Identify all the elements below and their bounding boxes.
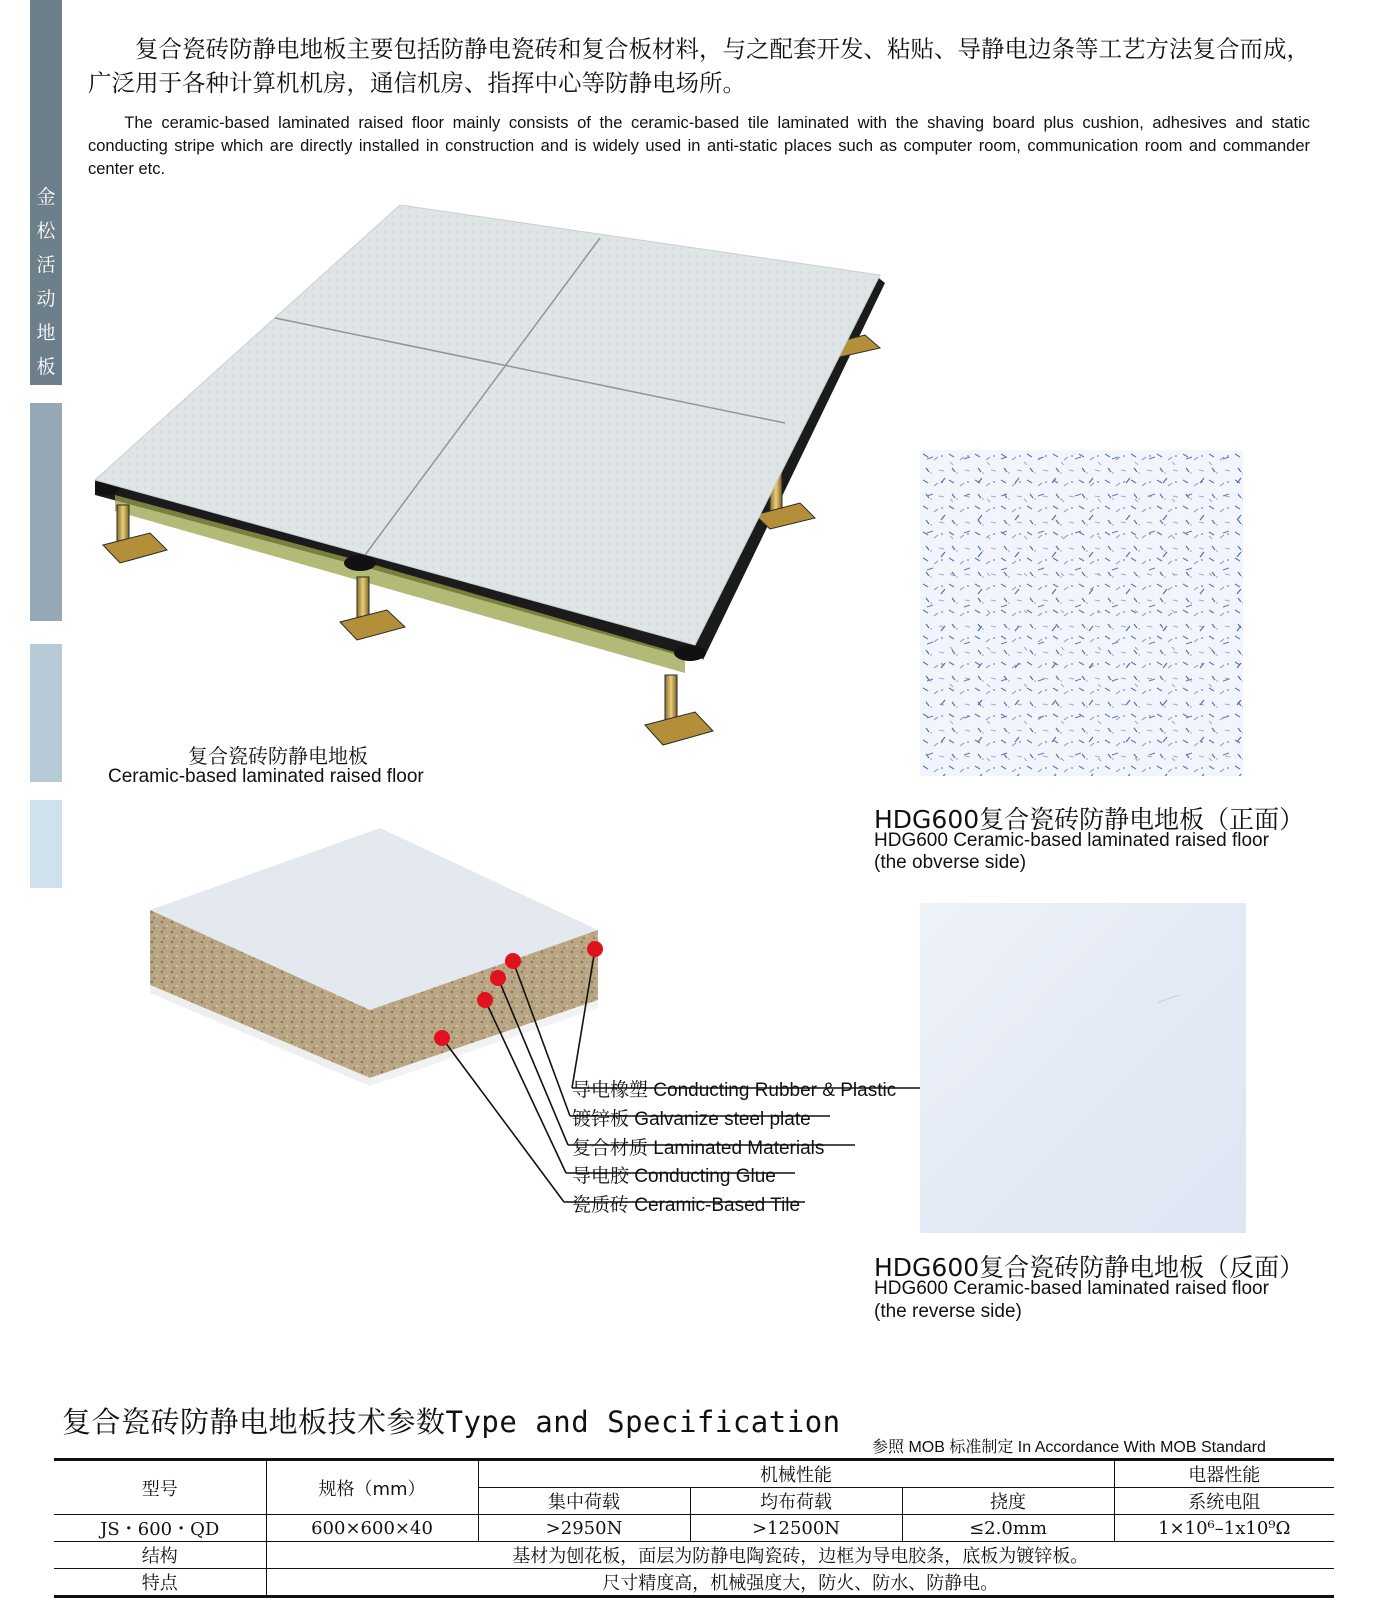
table-row bbox=[54, 1542, 1334, 1569]
reverse-caption-en2: (the reverse side) bbox=[874, 1301, 1022, 1322]
table-row bbox=[54, 1515, 1334, 1542]
header-uniform-load: 均布荷载 bbox=[690, 1488, 902, 1515]
cell-resistance: 1×10⁶–1x10⁹Ω bbox=[1114, 1515, 1334, 1542]
intro-chinese: 复合瓷砖防静电地板主要包括防静电瓷砖和复合板材料，与之配套开发、粘贴、导静电边条等工艺方法复合而成，广泛用于各种计算机机房，通信机房、指挥中心等防静电场所。 bbox=[88, 35, 1310, 97]
cell-uniform-load: >12500N bbox=[690, 1515, 902, 1542]
obverse-caption-en: HDG600 Ceramic-based laminated raised floor bbox=[874, 830, 1269, 851]
header-electrical: 电器性能 bbox=[1114, 1460, 1334, 1488]
layer-cross-section bbox=[140, 820, 920, 1230]
header-concentrated-load: 集中荷载 bbox=[478, 1488, 690, 1515]
reverse-caption-en: HDG600 Ceramic-based laminated raised floor bbox=[874, 1278, 1269, 1299]
layer-label-5: 瓷质砖 Ceramic-Based Tile bbox=[572, 1194, 801, 1216]
intro-english: The ceramic-based laminated raised floor mainly consists of the ceramic-based tile laminated with the shaving board plus cushion, adhesives and static conducting stripe which are directly installed in construction and is widely used in anti-static places such as computer room, communication room and commander center etc. bbox=[88, 114, 1310, 178]
brand-strip-2 bbox=[30, 403, 62, 621]
reverse-caption-cn: HDG600复合瓷砖防静电地板（反面） bbox=[874, 1253, 1305, 1282]
cell-concentrated-load: >2950N bbox=[478, 1515, 690, 1542]
feature-label: 特点 bbox=[54, 1569, 266, 1597]
table-row bbox=[54, 1569, 1334, 1597]
layer-label-2: 镀锌板 Galvanize steel plate bbox=[572, 1108, 811, 1130]
structure-label: 结构 bbox=[54, 1542, 266, 1569]
header-size: 规格（mm） bbox=[266, 1460, 478, 1515]
floor-caption-cn: 复合瓷砖防静电地板 bbox=[188, 744, 368, 768]
obverse-caption-cn: HDG600复合瓷砖防静电地板（正面） bbox=[874, 805, 1305, 834]
cell-size: 600×600×40 bbox=[266, 1515, 478, 1542]
tile-reverse-photo bbox=[920, 903, 1246, 1233]
cell-deflection: ≤2.0mm bbox=[902, 1515, 1114, 1542]
brand-strip-4 bbox=[30, 800, 62, 888]
brand-strip-3 bbox=[30, 644, 62, 782]
header-mechanical: 机械性能 bbox=[478, 1460, 1114, 1488]
cell-model: JS・600・QD bbox=[54, 1515, 266, 1542]
spec-title: 复合瓷砖防静电地板技术参数Type and Specification bbox=[62, 1405, 841, 1439]
raised-floor-illustration bbox=[95, 205, 915, 775]
floor-caption-en: Ceramic-based laminated raised floor bbox=[108, 766, 424, 787]
spec-standard: 参照 MOB 标准制定 In Accordance With MOB Standard bbox=[872, 1439, 1266, 1456]
layer-label-1: 导电橡塑 Conducting Rubber & Plastic bbox=[572, 1079, 897, 1101]
table-row bbox=[54, 1460, 1334, 1488]
brand-vertical-text: 金 松 活 动 地 板 bbox=[36, 186, 56, 378]
obverse-caption-en2: (the obverse side) bbox=[874, 852, 1027, 873]
layer-label-3: 复合材质 Laminated Materials bbox=[572, 1137, 825, 1159]
spec-table bbox=[54, 1458, 1334, 1598]
header-deflection: 挠度 bbox=[902, 1488, 1114, 1515]
layer-label-4: 导电胶 Conducting Glue bbox=[572, 1165, 776, 1187]
tile-obverse-photo bbox=[920, 450, 1243, 776]
header-model: 型号 bbox=[54, 1460, 266, 1515]
feature-value: 尺寸精度高，机械强度大，防火、防水、防静电。 bbox=[266, 1569, 1334, 1597]
header-resistance: 系统电阻 bbox=[1114, 1488, 1334, 1515]
structure-value: 基材为刨花板，面层为防静电陶瓷砖，边框为导电胶条，底板为镀锌板。 bbox=[266, 1542, 1334, 1569]
